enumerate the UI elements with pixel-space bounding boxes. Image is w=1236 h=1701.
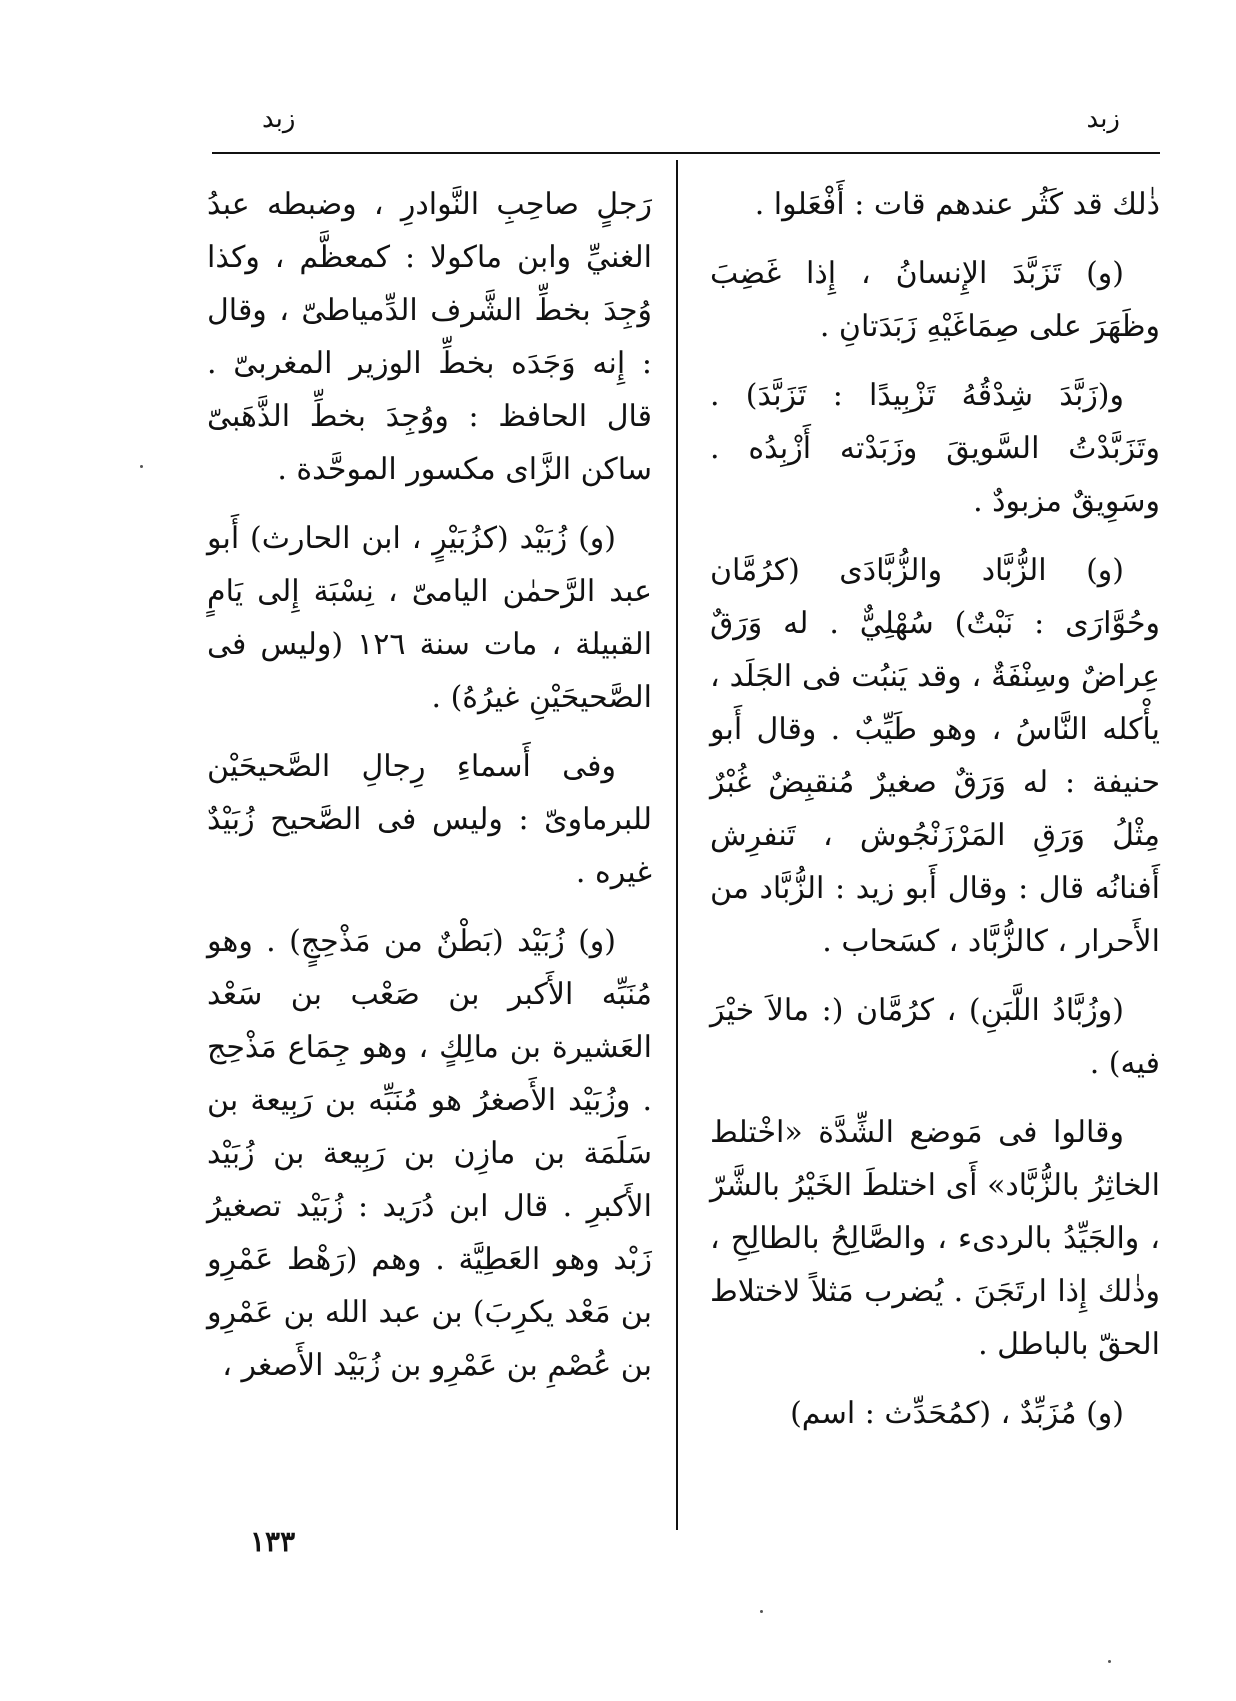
page-number: ١٣٣ [250,1525,296,1558]
paragraph: (وزُبَّادُ اللَّبَنِ) ، كرُمَّان (: مالاَ خيْرَ فيه) . [710,993,1160,1081]
left-column [207,178,652,1408]
paragraph: رَجلٍ صاحِبِ النَّوادرِ ، وضبطه عبدُ الغنيِّ وابن ماكولا : كمعظَّم ، وكذا وُجِدَ بخطِّ الشَّرف الدِّمياطىّ ، وقال : إِنه وَجَدَه بخطِّ الوزير المغربىّ . قال الحافظ : ووُجِدَ بخطِّ الذَّهَبىّ ساكن الزَّاى مكسور الموحَّدة . [207,187,652,487]
header-rule [212,152,1160,154]
paragraph: (و) زُبَيْد (كزُبَيْرٍ ، ابن الحارث) أَبو عبد الرَّحمٰن اليامىّ ، نِسْبَة إِلى يَامٍ القبيلة ، مات سنة ١٢٦ (وليس فى الصَّحيحَيْنِ غيرُهُ) . [207,521,652,715]
paragraph: (و) مُزَبِّدٌ ، (كمُحَدِّث : اسم) [790,1396,1124,1431]
running-header-left: زبد [262,104,296,134]
paragraph: (و) الزُّبَّاد والزُّبَّادَى (كرُمَّان وحُوَّارَى : نَبْتٌ) سُهْلِيٌّ . له وَرَقٌ عِراضٌ وسِنْفَةٌ ، وقد يَنبُت فى الجَلَد ، يأْكله النَّاسُ ، وهو طَيِّبٌ . وقال أَبو حنيفة : له وَرَقٌ صغيرٌ مُنقبِضٌ غُبْرٌ مِثْلُ وَرَقِ المَرْزَنْجُوش ، تَنفرِش أَفنانُه قال : وقال أَبو زيد : الزُّبَّاد من الأَحرار ، كالزُّبَّاد ، كسَحاب . [710,553,1160,959]
scan-speck [1108,1660,1111,1663]
paragraph: (و) تَزَبَّدَ الإِنسانُ ، إِذا غَضِبَ وظَهَرَ على صِمَاغَيْهِ زَبَدَتانِ . [710,256,1160,344]
paragraph: (و) زُبَيْد (بَطْنٌ من مَذْحِجٍ) . وهو مُنَبِّه الأَكبر بن صَعْب بن سَعْد العَشيرة بن مالِكٍ ، وهو جِمَاع مَذْحِج . وزُبَيْد الأَصغرُ هو مُنَبِّه بن رَبِيعة بن سَلَمَة بن مازِن بن رَبِيعة بن زُبَيْد الأَكبرِ . قال ابن دُرَيد : زُبَيْد تصغيرُ زَبْد وهو العَطِيَّة . وهم (رَهْط عَمْرِو بن مَعْد يكرِبَ) بن عبد الله بن عَمْرِو بن عُصْمِ بن عَمْرِو بن زُبَيْد الأَصغر ، [207,924,652,1383]
paragraph: وفى أَسماءِ رِجالِ الصَّحيحَيْن للبرماوىّ : وليس فى الصَّحيح زُبَيْدٌ غيره . [207,749,652,890]
scan-speck [140,465,143,468]
paragraph: ذٰلك قد كَثُر عندهم قات : أَفْعَلوا . [754,187,1160,222]
paragraph: و(زَبَّدَ شِدْقُهُ تَزْبِيدًا : تَزَبَّدَ) . وتَزَبَّدْتُ السَّويقَ وزَبَدْته أَزْبِدُه . وسَوِيقٌ مزبودٌ . [710,378,1160,519]
running-header-right: زبد [1086,104,1120,134]
scan-speck [760,1610,763,1613]
right-column [710,178,1160,1456]
column-divider [676,160,678,1530]
paragraph: وقالوا فى مَوضع الشِّدَّة «اخْتلط الخاثِرُ بالزُّبَّاد» أَى اختلطَ الخَيْرُ بالشَّرّ ، والجَيِّدُ بالردىء ، والصَّالِحُ بالطالِحِ ، وذٰلك إِذا ارتَجَنَ . يُضرب مَثلاً لاختلاط الحقّ بالباطل . [710,1115,1160,1362]
